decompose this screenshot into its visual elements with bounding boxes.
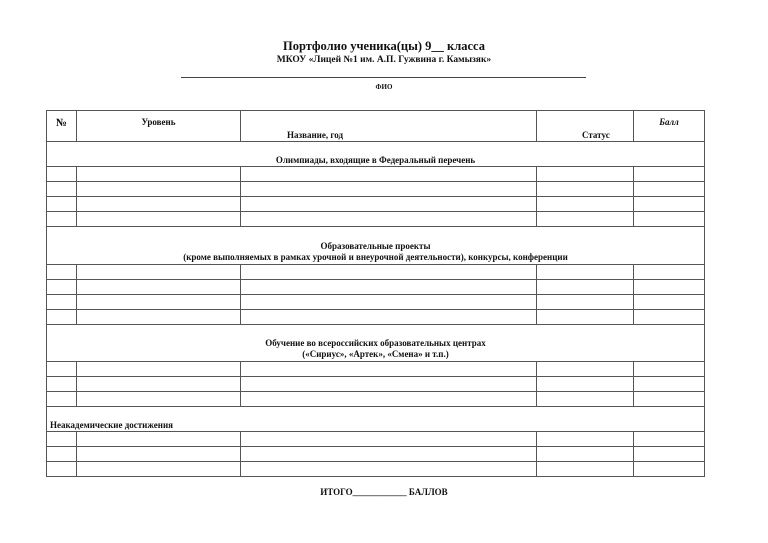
document-title: Портфолио ученика(цы) 9__ класса xyxy=(283,39,485,53)
cell-name[interactable] xyxy=(241,432,537,447)
cell-level[interactable] xyxy=(77,392,241,407)
table-row xyxy=(47,462,705,477)
cell-score[interactable] xyxy=(634,392,705,407)
cell-level[interactable] xyxy=(77,295,241,310)
section-subtitle-text: («Сириус», «Артек», «Смена» и т.п.) xyxy=(302,349,449,359)
cell-name[interactable] xyxy=(241,197,537,212)
cell-level[interactable] xyxy=(77,197,241,212)
cell-score[interactable] xyxy=(634,295,705,310)
cell-score[interactable] xyxy=(634,280,705,295)
cell-status[interactable] xyxy=(537,392,634,407)
table-row xyxy=(47,392,705,407)
cell-num[interactable] xyxy=(47,447,77,462)
header-status: Статус xyxy=(537,111,634,142)
cell-status[interactable] xyxy=(537,212,634,227)
total-score-line: ИТОГО____________ БАЛЛОВ xyxy=(320,487,448,497)
cell-num[interactable] xyxy=(47,432,77,447)
table-row xyxy=(47,265,705,280)
cell-num[interactable] xyxy=(47,295,77,310)
cell-score[interactable] xyxy=(634,167,705,182)
cell-level[interactable] xyxy=(77,432,241,447)
cell-name[interactable] xyxy=(241,362,537,377)
table-row xyxy=(47,197,705,212)
portfolio-table xyxy=(46,110,705,477)
table-row xyxy=(47,432,705,447)
cell-name[interactable] xyxy=(241,280,537,295)
cell-level[interactable] xyxy=(77,280,241,295)
cell-status[interactable] xyxy=(537,432,634,447)
section-title xyxy=(47,227,705,265)
cell-score[interactable] xyxy=(634,377,705,392)
cell-status[interactable] xyxy=(537,280,634,295)
cell-status[interactable] xyxy=(537,362,634,377)
header-name: Название, год xyxy=(241,111,537,142)
table-row xyxy=(47,295,705,310)
cell-level[interactable] xyxy=(77,462,241,477)
cell-level[interactable] xyxy=(77,310,241,325)
section-subtitle-text: (кроме выполняемых в рамках урочной и внеурочной деятельности), конкурсы, конференции xyxy=(183,252,568,262)
cell-score[interactable] xyxy=(634,182,705,197)
fio-input-line[interactable] xyxy=(181,77,586,78)
cell-level[interactable] xyxy=(77,265,241,280)
cell-score[interactable] xyxy=(634,265,705,280)
cell-score[interactable] xyxy=(634,212,705,227)
cell-num[interactable] xyxy=(47,265,77,280)
section-header-row xyxy=(47,227,705,265)
header-score: Балл xyxy=(634,111,705,142)
fio-label: ФИО xyxy=(375,83,393,91)
cell-num[interactable] xyxy=(47,280,77,295)
cell-name[interactable] xyxy=(241,167,537,182)
section-title-text: Образовательные проекты xyxy=(320,241,431,251)
cell-num[interactable] xyxy=(47,462,77,477)
cell-name[interactable] xyxy=(241,212,537,227)
cell-score[interactable] xyxy=(634,197,705,212)
table-row xyxy=(47,310,705,325)
section-title-text: Неакадемические достижения xyxy=(50,420,173,430)
cell-num[interactable] xyxy=(47,212,77,227)
header-level: Уровень xyxy=(77,111,241,142)
cell-num[interactable] xyxy=(47,392,77,407)
cell-name[interactable] xyxy=(241,377,537,392)
cell-level[interactable] xyxy=(77,377,241,392)
cell-status[interactable] xyxy=(537,462,634,477)
cell-num[interactable] xyxy=(47,197,77,212)
table-row xyxy=(47,182,705,197)
table-row xyxy=(47,280,705,295)
cell-status[interactable] xyxy=(537,447,634,462)
cell-score[interactable] xyxy=(634,462,705,477)
cell-score[interactable] xyxy=(634,310,705,325)
school-name: МКОУ «Лицей №1 им. А.П. Гужвина г. Камызяк» xyxy=(276,55,492,65)
cell-name[interactable] xyxy=(241,295,537,310)
table-row xyxy=(47,167,705,182)
cell-num[interactable] xyxy=(47,167,77,182)
cell-num[interactable] xyxy=(47,377,77,392)
table-row xyxy=(47,447,705,462)
cell-num[interactable] xyxy=(47,182,77,197)
cell-level[interactable] xyxy=(77,362,241,377)
table-row xyxy=(47,212,705,227)
cell-status[interactable] xyxy=(537,265,634,280)
cell-name[interactable] xyxy=(241,182,537,197)
section-header-row xyxy=(47,407,705,432)
cell-level[interactable] xyxy=(77,447,241,462)
cell-score[interactable] xyxy=(634,362,705,377)
cell-status[interactable] xyxy=(537,167,634,182)
cell-level[interactable] xyxy=(77,212,241,227)
cell-name[interactable] xyxy=(241,265,537,280)
cell-num[interactable] xyxy=(47,310,77,325)
header-num: № xyxy=(47,111,77,142)
cell-name[interactable] xyxy=(241,310,537,325)
cell-score[interactable] xyxy=(634,447,705,462)
cell-status[interactable] xyxy=(537,310,634,325)
cell-level[interactable] xyxy=(77,182,241,197)
cell-status[interactable] xyxy=(537,377,634,392)
cell-status[interactable] xyxy=(537,182,634,197)
section-header-row xyxy=(47,142,705,167)
section-title xyxy=(47,407,705,432)
cell-num[interactable] xyxy=(47,362,77,377)
table-row xyxy=(47,362,705,377)
cell-status[interactable] xyxy=(537,295,634,310)
section-title-text: Обучение во всероссийских образовательных центрах xyxy=(265,338,486,348)
section-title xyxy=(47,142,705,167)
cell-status[interactable] xyxy=(537,197,634,212)
table-header-row xyxy=(47,111,705,142)
cell-name[interactable] xyxy=(241,462,537,477)
cell-name[interactable] xyxy=(241,447,537,462)
cell-score[interactable] xyxy=(634,432,705,447)
section-title xyxy=(47,325,705,362)
section-title-text: Олимпиады, входящие в Федеральный перечень xyxy=(275,155,476,165)
section-header-row xyxy=(47,325,705,362)
cell-name[interactable] xyxy=(241,392,537,407)
table-row xyxy=(47,377,705,392)
cell-level[interactable] xyxy=(77,167,241,182)
